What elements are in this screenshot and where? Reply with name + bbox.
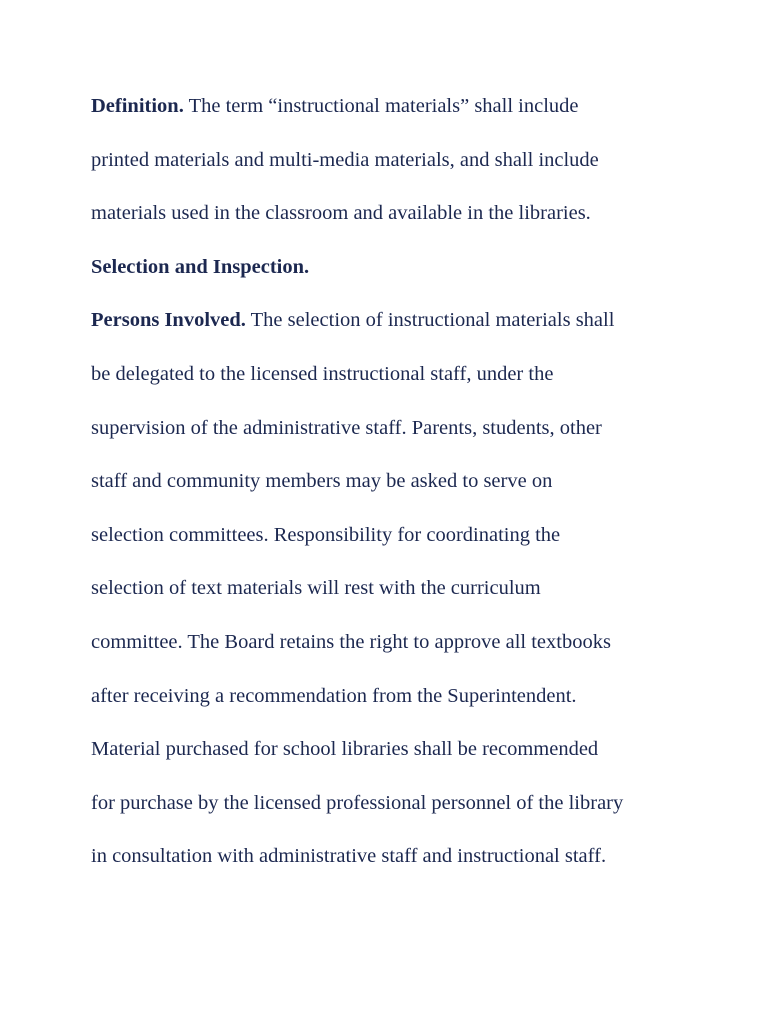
persons-line-5: selection committees. Responsibility for coordinating the xyxy=(91,523,561,546)
definition-line-2: printed materials and multi-media materials, and shall include xyxy=(91,148,599,171)
definition-line-1 xyxy=(91,80,691,134)
persons-line-11: in consultation with administrative staff and instructional staff. xyxy=(91,845,607,868)
persons-line-7: committee. The Board retains the right to approve all textbooks xyxy=(91,630,611,653)
selection-heading: Selection and Inspection. xyxy=(91,255,310,278)
persons-line-2: be delegated to the licensed instructional staff, under the xyxy=(91,362,554,385)
persons-involved-heading: Persons Involved. xyxy=(91,309,246,332)
definition-line-3: materials used in the classroom and available in the libraries. xyxy=(91,202,591,225)
persons-line-9: Material purchased for school libraries shall be recommended xyxy=(91,738,599,761)
persons-line-6: selection of text materials will rest with the curriculum xyxy=(91,577,541,600)
persons-line-10: for purchase by the licensed professional personnel of the library xyxy=(91,791,624,814)
persons-line-4: staff and community members may be asked to serve on xyxy=(91,470,553,493)
persons-text-1: The selection of instructional materials shall xyxy=(245,309,615,332)
definition-text-1: The term “instructional materials” shall include xyxy=(183,95,579,117)
definition-heading: Definition. xyxy=(91,95,184,117)
document-body xyxy=(91,80,691,884)
persons-line-3: supervision of the administrative staff. Parents, students, other xyxy=(91,416,602,439)
persons-line-8: after receiving a recommendation from the Superintendent. xyxy=(91,684,577,707)
persons-line-1 xyxy=(91,294,691,348)
